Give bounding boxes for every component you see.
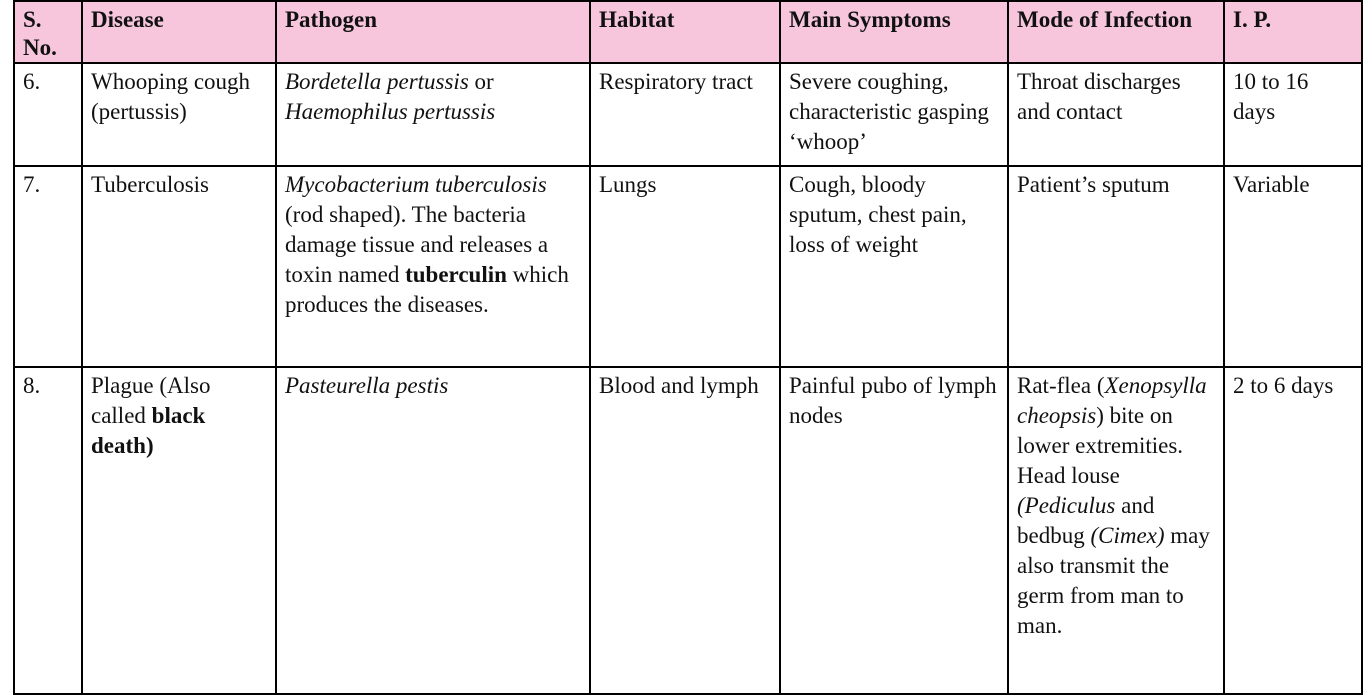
cell-habitat: Lungs — [590, 166, 780, 367]
vector-name: (Cimex) — [1090, 523, 1165, 548]
header-mode: Mode of Infection — [1008, 1, 1224, 63]
cell-disease: Whooping cough (pertussis) — [82, 63, 276, 166]
disease-alias: black death) — [91, 403, 206, 458]
header-habitat: Habitat — [590, 1, 780, 63]
cell-mode: Patient’s sputum — [1008, 166, 1224, 367]
pathogen-name: Pasteurella pestis — [285, 373, 449, 398]
mode-text: may also transmit the germ from man to man. — [1017, 523, 1210, 638]
pathogen-name: Mycobacterium tuberculosis — [285, 172, 547, 197]
pathogen-name: Bordetella pertussis — [285, 69, 469, 94]
cell-symptoms: Cough, bloody sputum, chest pain, loss of weight — [780, 166, 1008, 367]
cell-pathogen — [276, 166, 590, 367]
cell-mode: Throat discharges and contact — [1008, 63, 1224, 166]
header-disease: Disease — [82, 1, 276, 63]
mode-text: ) bite on lower extremities. Head louse — [1017, 403, 1184, 488]
cell-pathogen — [276, 367, 590, 694]
cell-disease — [82, 367, 276, 694]
pathogen-name: Haemophilus pertussis — [285, 99, 496, 124]
cell-sno: 6. — [14, 63, 82, 166]
cell-habitat: Respiratory tract — [590, 63, 780, 166]
toxin-name: tuberculin — [405, 262, 507, 287]
header-symptoms: Main Symptoms — [780, 1, 1008, 63]
pathogen-text: which produces the diseases. — [285, 262, 569, 317]
table-row — [14, 166, 1362, 367]
pathogen-text: (rod shaped). The bacteria damage tissue and releases a toxin named — [285, 202, 549, 287]
header-pathogen: Pathogen — [276, 1, 590, 63]
header-sno: S. No. — [14, 1, 82, 63]
cell-ip: 10 to 16 days — [1224, 63, 1362, 166]
cell-symptoms: Severe coughing, characteristic gasping ‘whoop’ — [780, 63, 1008, 166]
cell-pathogen — [276, 63, 590, 166]
vector-name: (Pediculus — [1017, 493, 1116, 518]
header-ip: I. P. — [1224, 1, 1362, 63]
cell-sno: 7. — [14, 166, 82, 367]
mode-text: and bedbug — [1017, 493, 1155, 548]
cell-ip: Variable — [1224, 166, 1362, 367]
cell-disease: Tuberculosis — [82, 166, 276, 367]
pathogen-text: or — [468, 69, 494, 94]
disease-text: Plague (Also called — [91, 373, 211, 428]
cell-ip: 2 to 6 days — [1224, 367, 1362, 694]
table-row — [14, 367, 1362, 694]
vector-name: Xenopsylla cheopsis — [1017, 373, 1207, 428]
cell-symptoms: Painful pubo of lymph nodes — [780, 367, 1008, 694]
cell-habitat: Blood and lymph — [590, 367, 780, 694]
cell-mode — [1008, 367, 1224, 694]
cell-sno: 8. — [14, 367, 82, 694]
mode-text: Rat-flea ( — [1017, 373, 1105, 398]
table-row — [14, 63, 1362, 166]
header-row — [14, 1, 1362, 63]
disease-table — [13, 0, 1363, 695]
